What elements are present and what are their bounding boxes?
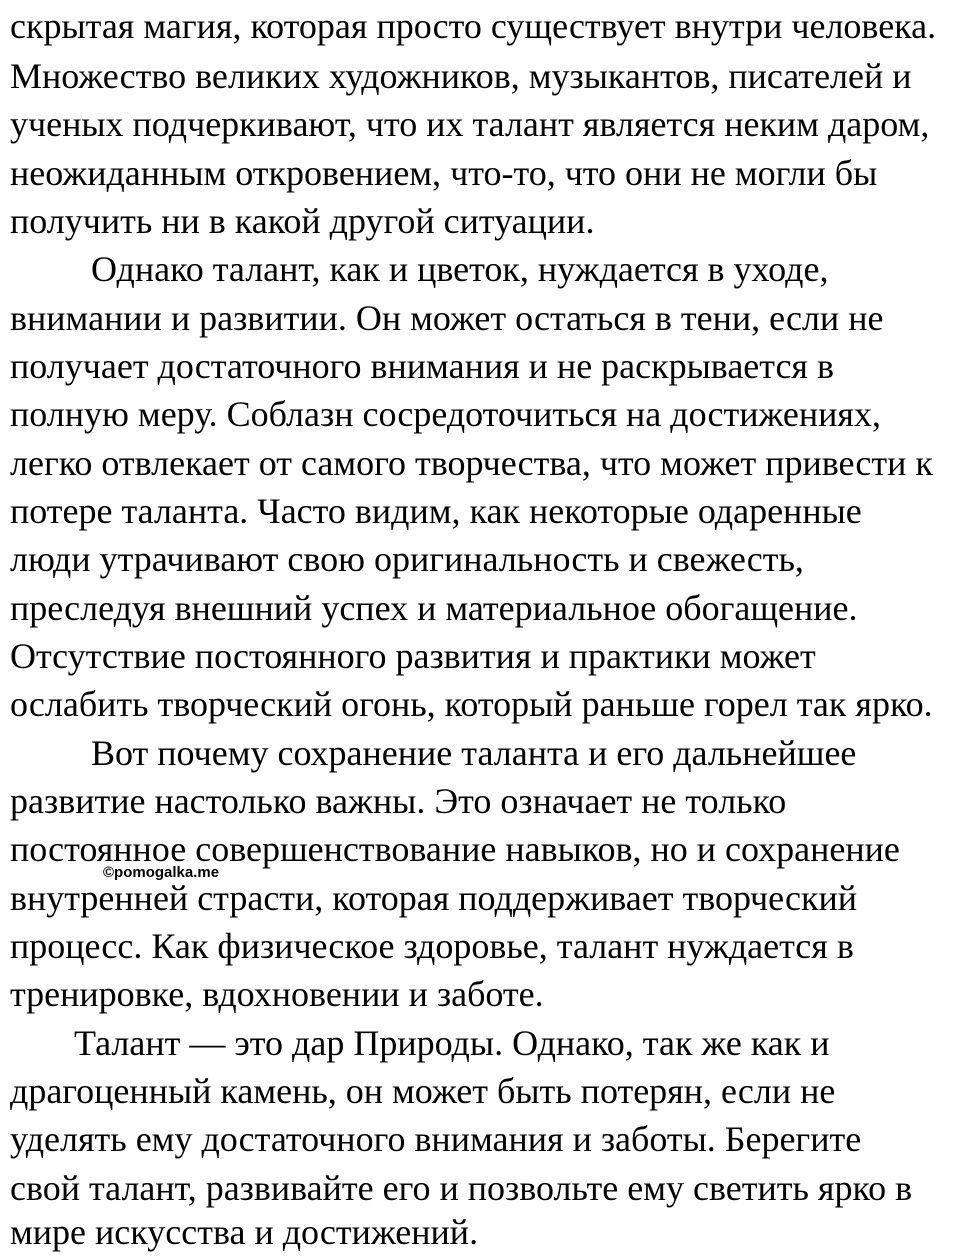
text-line: драгоценный камень, он может быть потерян, если не <box>10 1071 836 1111</box>
text-line: преследуя внешний успех и материальное обогащение. <box>10 588 858 628</box>
paragraph-first-line: Однако талант, как и цветок, нуждается в уходе, <box>91 249 829 289</box>
paragraph-first-line: Вот почему сохранение таланта и его дальнейшее <box>91 733 857 773</box>
text-line: процесс. Как физическое здоровье, талант нуждается в <box>10 926 854 966</box>
text-line: Множество великих художников, музыкантов, писателей и <box>10 56 912 96</box>
text-line: ученых подчеркивают, что их талант является неким даром, <box>10 104 930 144</box>
text-line: уделять ему достаточного внимания и заботы. Берегите <box>10 1119 862 1159</box>
text-line: получить ни в какой другой ситуации. <box>10 201 595 241</box>
text-line: Отсутствие постоянного развития и практики может <box>10 636 816 676</box>
text-line: получает достаточного внимания и не раскрывается в <box>10 346 834 386</box>
text-line: постоянное совершенствование навыков, но и сохранение <box>10 829 900 869</box>
text-line: развитие настолько важны. Это означает не только <box>10 781 787 821</box>
text-line: внимании и развитии. Он может остаться в тени, если не <box>10 298 884 338</box>
text-line: свой талант, развивайте его и позвольте ему светить ярко в <box>10 1168 913 1208</box>
text-line: ослабить творческий огонь, который раньше горел так ярко. <box>10 684 933 724</box>
text-line: полную меру. Соблазн сосредоточиться на достижениях, <box>10 394 881 434</box>
text-line: тренировке, вдохновении и заботе. <box>10 974 544 1014</box>
watermark: ©pomogalka.me <box>103 864 220 881</box>
text-line: мире искусства и достижений. <box>10 1212 479 1252</box>
text-line: люди утрачивают свою оригинальность и свежесть, <box>10 539 804 579</box>
text-line: скрытая магия, которая просто существует внутри человека. <box>10 6 937 46</box>
text-line: легко отвлекает от самого творчества, что может привести к <box>10 443 933 483</box>
text-line: неожиданным откровением, что-то, что они не могли бы <box>10 153 878 193</box>
text-line: внутренней страсти, которая поддерживает творческий <box>10 878 858 918</box>
paragraph-first-line: Талант — это дар Природы. Однако, так же как и <box>74 1023 830 1063</box>
text-line: потере таланта. Часто видим, как некоторые одаренные <box>10 491 862 531</box>
